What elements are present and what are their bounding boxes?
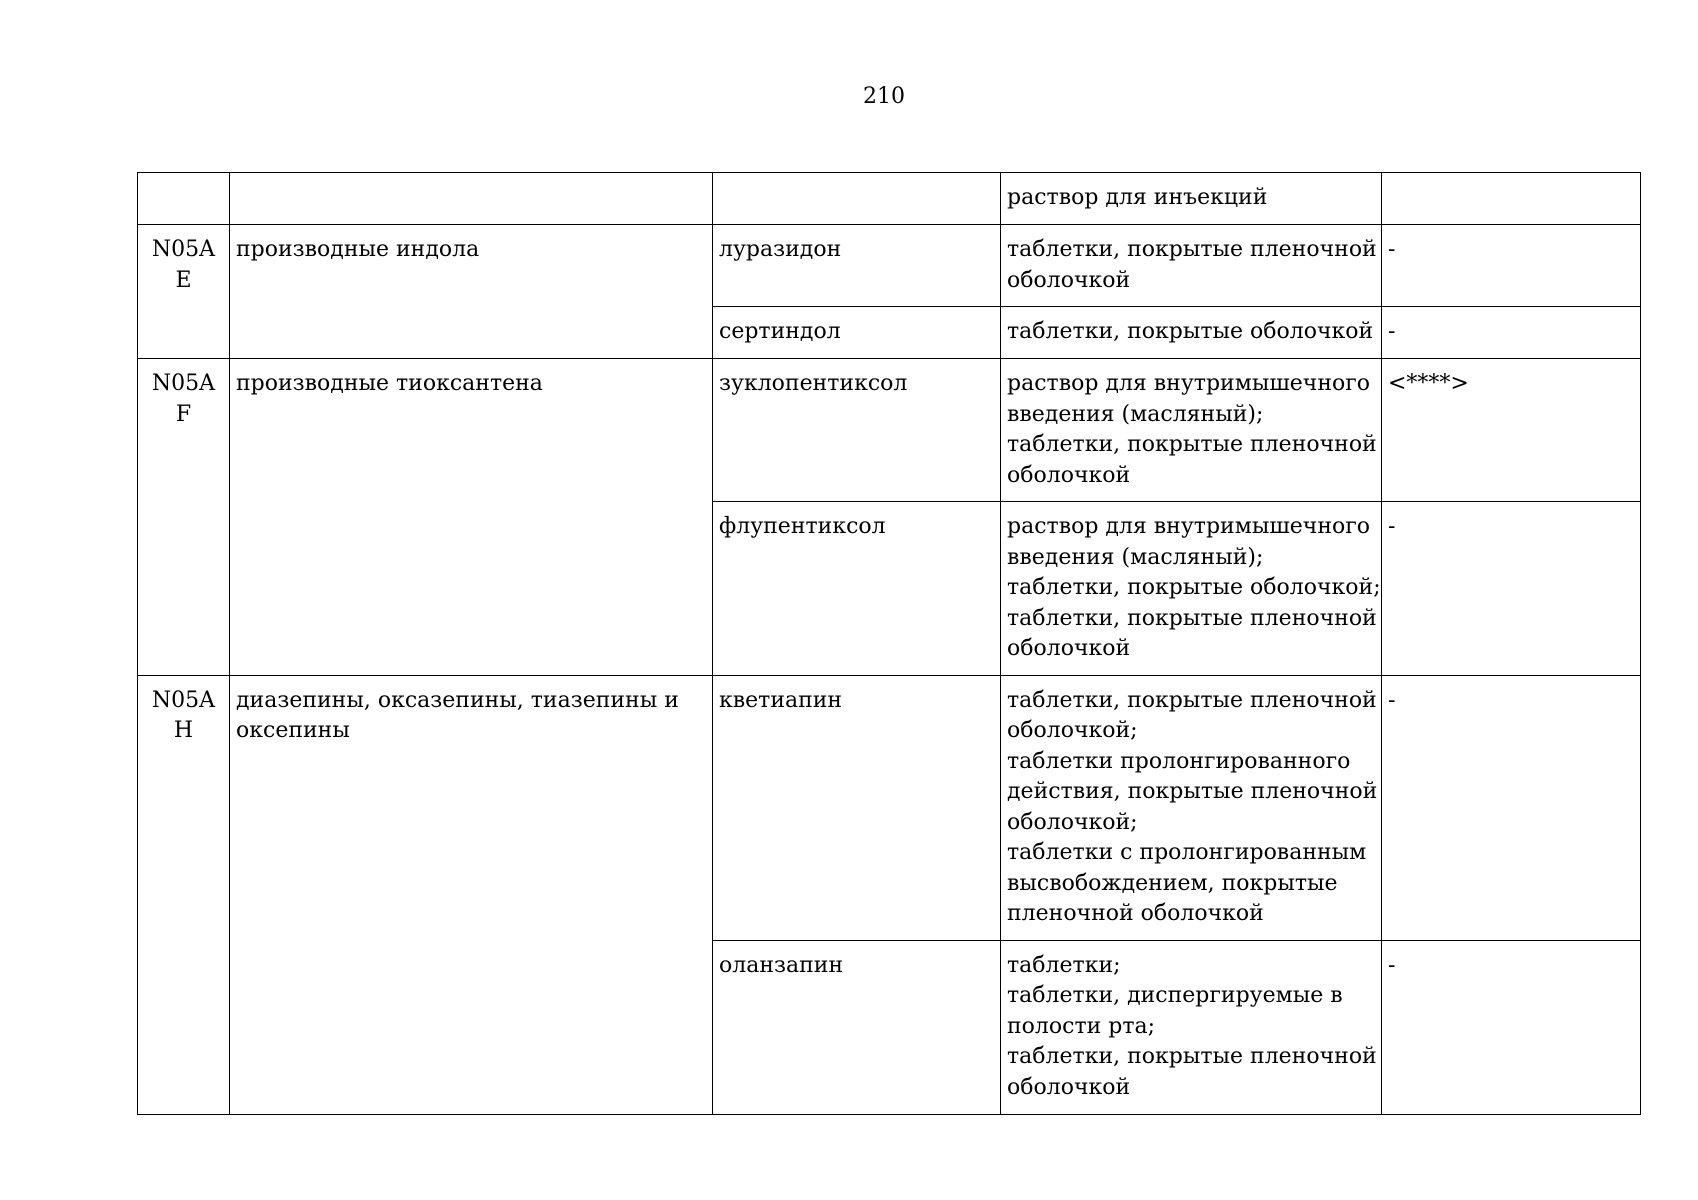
dosage-form-line: высвобождением, покрытые	[1007, 870, 1338, 896]
dosage-form-line: введения (масляный);	[1007, 544, 1264, 570]
dosage-form-line: оболочкой	[1007, 267, 1131, 293]
atc-code-cell	[138, 173, 230, 225]
dosage-form-cell	[1001, 675, 1382, 940]
dosage-form-line: таблетки с пролонгированным	[1007, 840, 1367, 865]
atc-code-cell	[138, 225, 230, 359]
atc-code-line: F	[175, 401, 192, 427]
group-cell	[230, 359, 713, 676]
group-cell	[230, 675, 713, 1114]
dosage-form-cell	[1001, 307, 1382, 359]
dosage-form-line: таблетки;	[1007, 952, 1121, 978]
drug-cell: луразидон	[713, 225, 1001, 307]
atc-code-line: E	[175, 267, 192, 293]
dosage-form-line: раствор для внутримышечного	[1007, 371, 1371, 396]
group-name-line: производные тиоксантена	[236, 371, 543, 396]
note-cell: -	[1382, 502, 1641, 676]
drug-cell	[713, 173, 1001, 225]
drug-cell: зуклопентиксол	[713, 359, 1001, 502]
drug-cell: флупентиксол	[713, 502, 1001, 676]
dosage-form-cell	[1001, 502, 1382, 676]
dosage-form-line: полости рта;	[1007, 1013, 1156, 1039]
dosage-form-line: таблетки, диспергируемые в	[1007, 983, 1343, 1008]
group-name-line: диазепины, оксазепины, тиазепины и	[236, 687, 679, 713]
table-row	[138, 173, 1641, 225]
dosage-form-line: таблетки, покрытые пленочной	[1007, 432, 1377, 457]
dosage-form-line: раствор для инъекций	[1007, 185, 1268, 210]
note-cell: -	[1382, 307, 1641, 359]
dosage-form-line: введения (масляный);	[1007, 401, 1264, 427]
dosage-form-line: таблетки, покрытые пленочной	[1007, 605, 1377, 631]
dosage-form-line: оболочкой	[1007, 1074, 1131, 1100]
note-cell: -	[1382, 675, 1641, 940]
dosage-form-line: таблетки, покрытые оболочкой	[1007, 319, 1374, 344]
drug-cell: кветиапин	[713, 675, 1001, 940]
drug-cell: оланзапин	[713, 940, 1001, 1114]
table-row	[138, 225, 1641, 307]
atc-code-cell	[138, 359, 230, 676]
dosage-form-line: таблетки, покрытые пленочной	[1007, 237, 1377, 262]
drug-cell: сертиндол	[713, 307, 1001, 359]
note-cell	[1382, 173, 1641, 225]
table-row	[138, 359, 1641, 502]
dosage-form-cell	[1001, 940, 1382, 1114]
dosage-form-line: оболочкой	[1007, 462, 1131, 488]
note-cell: <****>	[1382, 359, 1641, 502]
dosage-form-line: раствор для внутримышечного	[1007, 514, 1371, 539]
group-cell	[230, 173, 713, 225]
atc-code-line: N05A	[151, 687, 216, 713]
dosage-form-cell	[1001, 359, 1382, 502]
atc-code-cell	[138, 675, 230, 1114]
atc-code-line: N05A	[151, 371, 216, 396]
dosage-form-line: оболочкой;	[1007, 718, 1138, 743]
dosage-form-cell	[1001, 225, 1382, 307]
dosage-form-line: оболочкой;	[1007, 809, 1138, 835]
dosage-form-line: оболочкой	[1007, 636, 1131, 661]
group-name-line: производные индола	[236, 237, 480, 262]
group-name-line: оксепины	[236, 718, 350, 743]
dosage-form-cell	[1001, 173, 1382, 225]
atc-code-line: N05A	[151, 237, 216, 262]
dosage-form-line: таблетки, покрытые оболочкой;	[1007, 575, 1381, 600]
atc-code-line: H	[173, 718, 194, 743]
group-cell	[230, 225, 713, 359]
dosage-form-line: таблетки, покрытые пленочной	[1007, 687, 1377, 713]
table-row	[138, 675, 1641, 940]
dosage-form-line: таблетки пролонгированного	[1007, 748, 1351, 774]
note-cell: -	[1382, 225, 1641, 307]
drug-table	[137, 172, 1641, 1115]
dosage-form-line: пленочной оболочкой	[1007, 901, 1264, 926]
dosage-form-line: таблетки, покрытые пленочной	[1007, 1044, 1377, 1069]
note-cell: -	[1382, 940, 1641, 1114]
dosage-form-line: действия, покрытые пленочной	[1007, 779, 1378, 804]
page-number: 210	[863, 84, 905, 109]
